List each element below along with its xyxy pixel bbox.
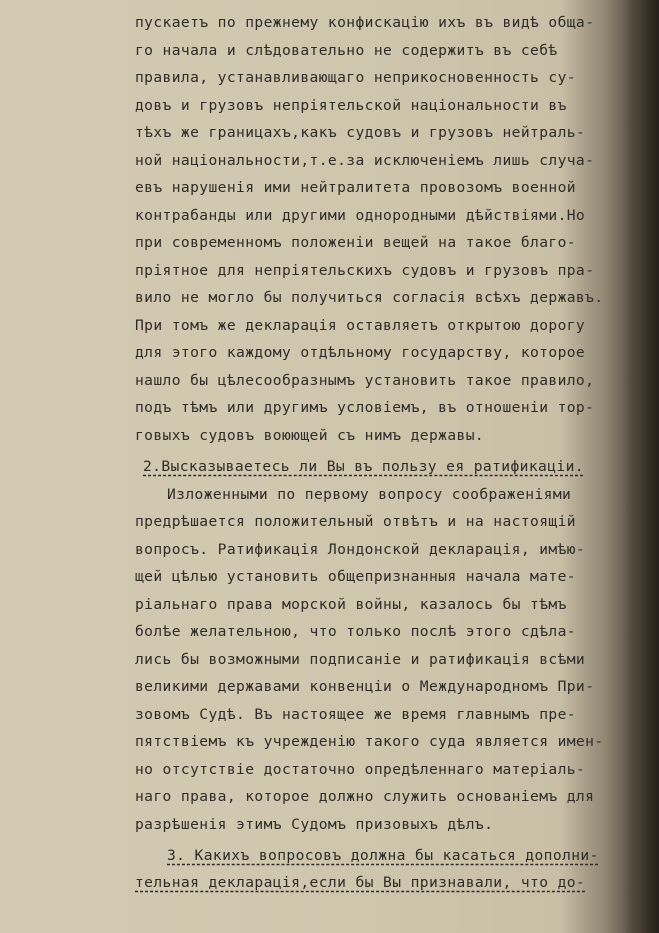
text-line: болѣе желательною, что только послѣ этого сдѣла- (135, 623, 576, 640)
text-line: тельная декларація,если бы Вы признавали, что до- (135, 874, 586, 891)
text-line: но отсутствіе достаточно опредѣленнаго матеріаль- (135, 760, 586, 778)
text-line: вопросъ. Ратификація Лондонской декларація, имѣю- (135, 540, 586, 558)
text-line: евъ нарушенія ими нейтралитета провозомъ военной (135, 179, 576, 196)
text-line: великими державами конвенціи о Международномъ При- (135, 678, 595, 695)
text-line: довъ и грузовъ непріятельской національности въ (135, 96, 567, 114)
text-line: пускаетъ по прежнему конфискацію ихъ въ видѣ обща- (135, 14, 595, 31)
text-line: для этого каждому отдѣльному государству, которое (135, 344, 586, 361)
text-line: При томъ же декларація оставляетъ открытою дорогу (135, 316, 586, 334)
text-line: го начала и слѣдовательно не содержитъ въ себѣ (135, 41, 558, 59)
text-line: говыхъ судовъ воюющей съ нимъ державы. (135, 426, 485, 444)
text-line: нашло бы цѣлесообразнымъ установить такое правило, (135, 371, 595, 389)
page-edge-shadow (625, 0, 659, 933)
text-line: при современномъ положеніи вещей на такое благо- (135, 234, 576, 251)
text-line: наго права, которое должно служить основаніемъ для (135, 788, 595, 805)
text-line: ріальнаго права морской войны, казалось бы тѣмъ (135, 595, 567, 613)
text-line: зовомъ Судѣ. Въ настоящее же время главнымъ пре- (135, 705, 576, 723)
text-line: разрѣшенія этимъ Судомъ призовыхъ дѣлъ. (135, 815, 494, 833)
text-line: вило не могло бы получиться согласія всѣхъ державъ. (135, 289, 604, 306)
text-line: щей цѣлью установить общепризнанныя начала мате- (135, 568, 576, 585)
text-line: ной національности,т.е.за исключеніемъ лишь случа- (135, 151, 595, 169)
text-line: правила, устанавливающаго неприкосновенность су- (135, 69, 576, 86)
text-line: предрѣшается положительный отвѣтъ и на настоящій (135, 513, 576, 530)
text-line: пятствіемъ къ учрежденію такого суда является имен- (135, 733, 604, 750)
text-line: тѣхъ же границахъ,какъ судовъ и грузовъ нейтраль- (135, 124, 586, 141)
text-line: Изложенными по первому вопросу соображеніями (167, 485, 572, 503)
text-line: подъ тѣмъ или другимъ условіемъ, въ отношеніи тор- (135, 399, 595, 416)
text-line: лись бы возможными подписаніе и ратификація всѣми (135, 650, 586, 668)
text-line: пріятное для непріятельскихъ судовъ и грузовъ пра- (135, 261, 595, 279)
question-3-heading: 3. Какихъ вопросовъ должна бы касаться дополни- (167, 846, 599, 864)
question-2-heading: 2.Высказываетесь ли Вы въ пользу ея ратификаціи. (143, 458, 584, 475)
text-line: контрабанды или другими однородными дѣйствіями.Но (135, 206, 586, 224)
